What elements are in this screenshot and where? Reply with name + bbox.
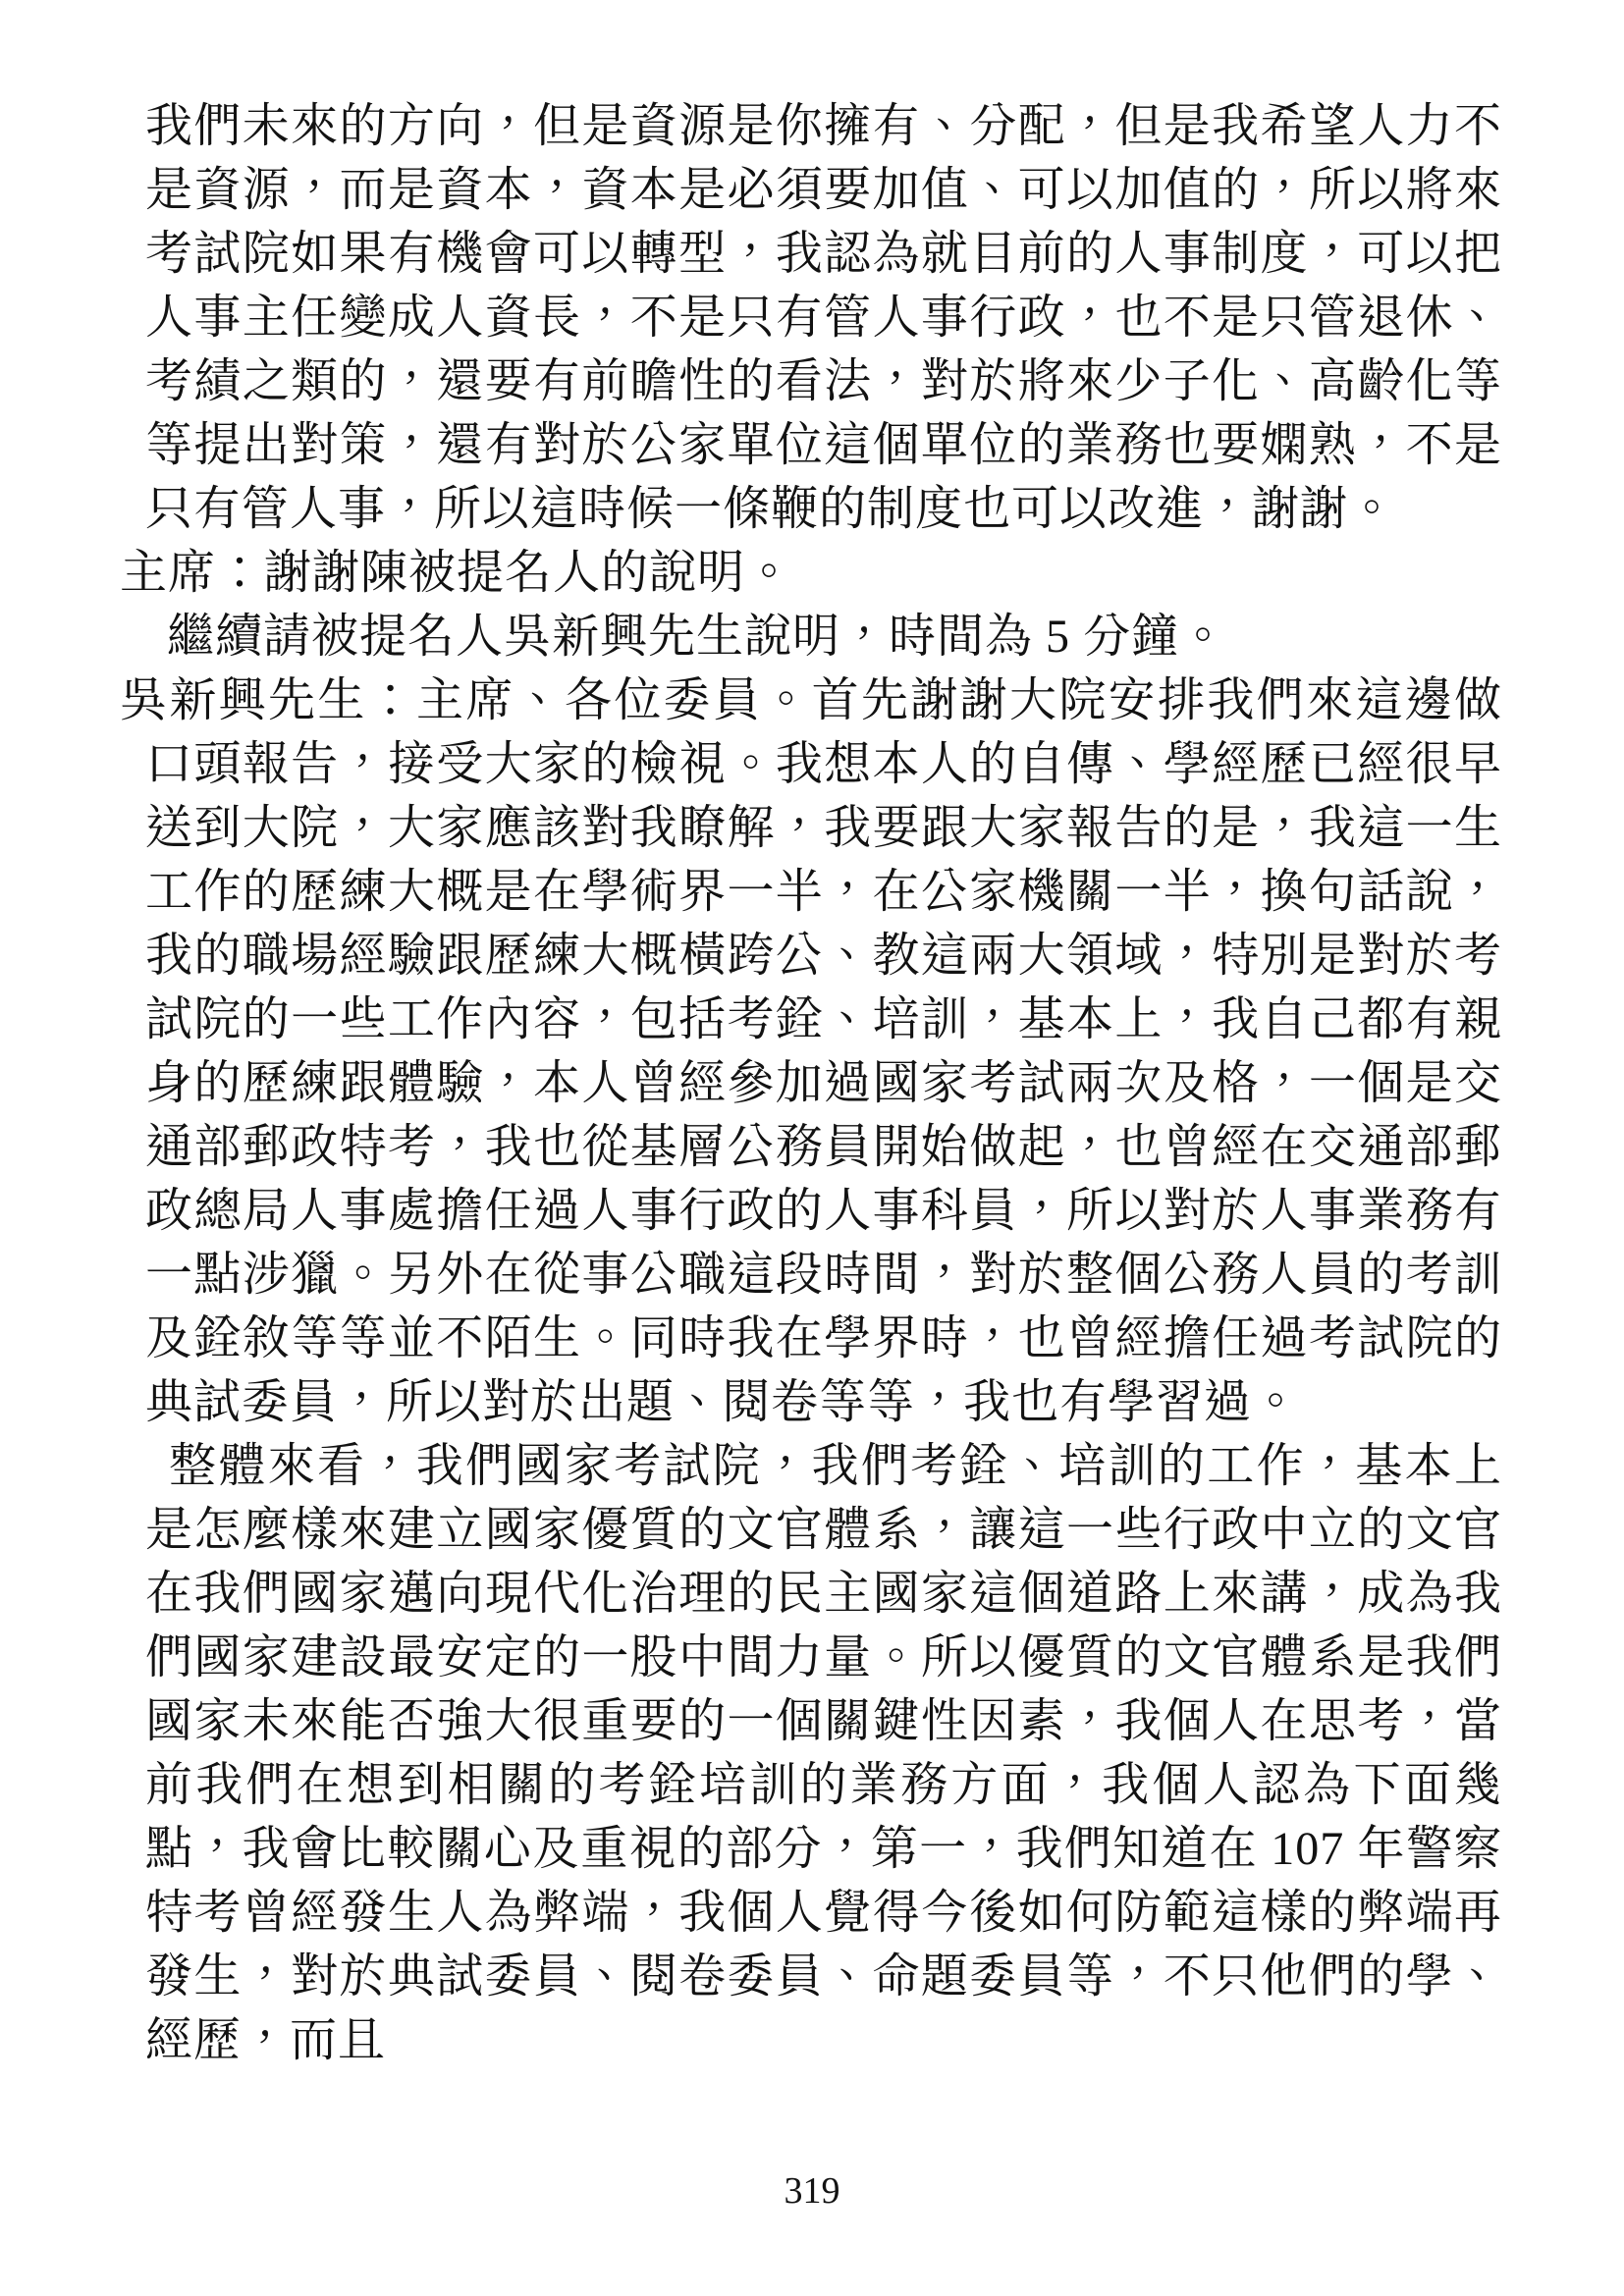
page-number: 319 — [784, 2170, 840, 2212]
paragraph-nominee-wu-statement-continued: 整體來看，我們國家考試院，我們考銓、培訓的工作，基本上是怎麼樣來建立國家優質的文官體系，讓這一些行政中立的文官在我們國家邁向現代化治理的民主國家這個道路上來講，成為我們國家建設最安定的一股中間力量。所以優質的文官體系是我們國家未來能否強大很重要的一個關鍵性因素，我個人在思考，當前我們在想到相關的考銓培訓的業務方面，我個人認為下面幾點，我會比較關心及重視的部分，第一，我們知道在 107 年警察特考曾經發生人為弊端，我個人覺得今後如何防範這樣的弊端再發生，對於典試委員、閱卷委員、命題委員等，不只他們的學、經歷，而且 — [145, 1440, 1502, 2066]
text-block — [120, 94, 1502, 2072]
paragraph-chair-instruction: 繼續請被提名人吳新興先生說明，時間為 5 分鐘。 — [167, 611, 1228, 663]
paragraph-nominee-wu-statement: 吳新興先生：主席、各位委員。首先謝謝大院安排我們來這邊做口頭報告，接受大家的檢視。我想本人的自傳、學經歷已經很早送到大院，大家應該對我瞭解，我要跟大家報告的是，我這一生工作的歷練大概是在學術界一半，在公家機關一半，換句話說，我的職場經驗跟歷練大概橫跨公、教這兩大領域，特別是對於考試院的一些工作內容，包括考銓、培訓，基本上，我自己都有親身的歷練跟體驗，本人曾經參加過國家考試兩次及格，一個是交通部郵政特考，我也從基層公務員開始做起，也曾經在交通部郵政總局人事處擔任過人事行政的人事科員，所以對於人事業務有一點涉獵。另外在從事公職這段時間，對於整個公務人員的考訓及銓敘等等並不陌生。同時我在學界時，也曾經擔任過考試院的典試委員，所以對於出題、閱卷等等，我也有學習過。 — [120, 674, 1502, 1428]
paragraph-chair-statement: 主席：謝謝陳被提名人的說明。 — [120, 547, 794, 599]
paragraph-speech-continuation: 我們未來的方向，但是資源是你擁有、分配，但是我希望人力不是資源，而是資本，資本是必須要加值、可以加值的，所以將來考試院如果有機會可以轉型，我認為就目前的人事制度，可以把人事主任變成人資長，不是只有管人事行政，也不是只管退休、考績之類的，還要有前瞻性的看法，對於將來少子化、高齡化等等提出對策，還有對於公家單位這個單位的業務也要嫻熟，不是只有管人事，所以這時候一條鞭的制度也可以改進，謝謝。 — [145, 100, 1502, 535]
